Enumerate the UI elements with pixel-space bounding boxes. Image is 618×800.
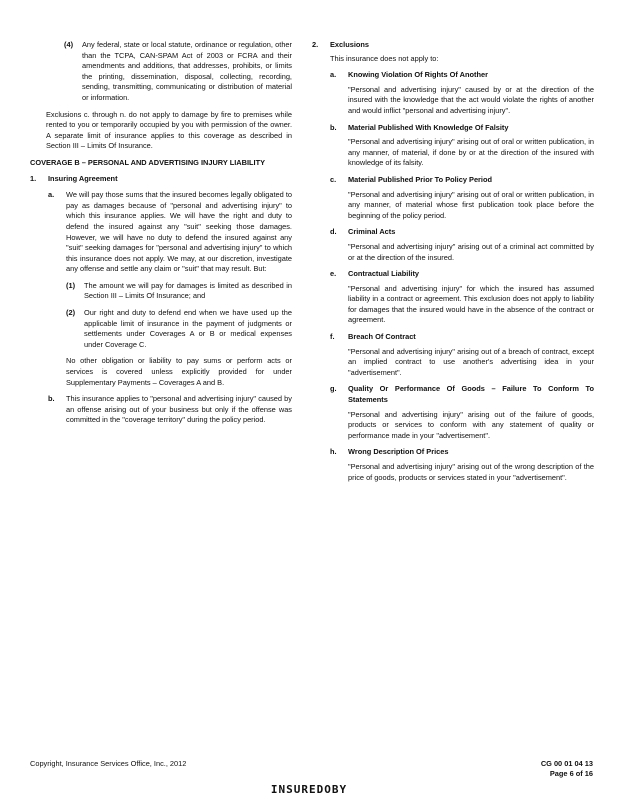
item-1a-text: We will pay those sums that the insured becomes legally obligated to pay as damages because of "personal and advertising injury" to which this insurance applies. We will have the right and duty to defend the insured against any "suit" seeking those damages. However, we will have no duty to defend the insured against any "suit" seeking damages for "personal and advertising injury" to which this insurance does not apply. We may, at our discretion, investigate any offense and settle any claim or "suit" that may result. But: — [66, 190, 292, 274]
exclusion-h — [330, 447, 594, 483]
item-4-text: Any federal, state or local statute, ordinance or regulation, other than the TCPA, CAN-SPAM Act of 2003 or FCRA and their amendments and additions, that addresses, prohibits, or limits the printing, dissemination, disposal, collecting, recording, sending, transmitting, communicating or distribution of material or information. — [82, 40, 292, 102]
exclusion-label: d. — [330, 227, 337, 237]
exclusions-note: Exclusions c. through n. do not apply to damage by fire to premises while rented to you or temporarily occupied by you with permission of the owner. A separate limit of insurance applies to this coverage as described in Section III – Limits Of Insurance. — [46, 109, 292, 151]
exclusion-title: Contractual Liability — [348, 269, 420, 279]
section-2-title: Exclusions — [330, 40, 370, 49]
exclusion-text: "Personal and advertising injury" arising out of a breach of contract, except an implied contract to use another's advertising idea in your "advertisement". — [348, 346, 594, 377]
item-1b-label: b. — [48, 394, 55, 404]
item-1a-1-label: (1) — [66, 280, 76, 290]
exclusion-label: a. — [330, 70, 337, 80]
section-1 — [30, 174, 292, 185]
left-column — [30, 40, 292, 432]
exclusion-label: e. — [330, 269, 337, 279]
item-1b — [48, 394, 292, 426]
exclusion-text: "Personal and advertising injury" arising out of oral or written publication, in any manner, of material whose first publication took place before the beginning of the policy period. — [348, 189, 594, 220]
exclusion-c — [330, 175, 594, 221]
item-1a-label: a. — [48, 190, 55, 200]
section-1-title: Insuring Agreement — [48, 173, 118, 183]
page-number: Page 6 of 16 — [549, 769, 593, 778]
item-4-label: (4) — [64, 40, 74, 49]
exclusion-text: "Personal and advertising injury" arising out of the failure of goods, products or services to conform with any statement of quality or performance made in your "advertisement". — [348, 409, 594, 440]
exclusion-title: Knowing Violation Of Rights Of Another — [348, 70, 488, 80]
item-1a-2 — [66, 308, 292, 350]
brand-logo: INSUREDOBY — [270, 783, 348, 796]
exclusion-a — [330, 70, 594, 116]
exclusion-title: Wrong Description Of Prices — [348, 447, 449, 457]
item-1a-tail: No other obligation or liability to pay sums or perform acts or services is covered unless explicitly provided for under Supplementary Payments – Coverages A and B. — [66, 356, 292, 387]
item-1a-1 — [66, 281, 292, 302]
copyright: Copyright, Insurance Services Office, Inc., 2012 — [30, 759, 187, 768]
exclusion-d — [330, 227, 594, 263]
exclusion-f — [330, 332, 594, 378]
exclusion-title: Material Published Prior To Policy Period — [348, 174, 493, 184]
exclusion-title: Quality Or Performance Of Goods – Failure To Conform To Statements — [348, 384, 594, 405]
section-2 — [312, 40, 594, 64]
exclusion-label: b. — [330, 122, 337, 132]
exclusion-b — [330, 123, 594, 169]
exclusions-list — [312, 70, 594, 483]
exclusion-title: Criminal Acts — [348, 227, 396, 237]
coverage-b-heading: COVERAGE B – PERSONAL AND ADVERTISING INJURY LIABILITY — [30, 157, 266, 167]
exclusion-title: Breach Of Contract — [348, 332, 416, 342]
exclusion-text: "Personal and advertising injury" for which the insured has assumed liability in a contract or agreement. This exclusion does not apply to liability for damages that the insured would have in the absence of the contract or agreement. — [348, 283, 594, 325]
exclusion-title: Material Published With Knowledge Of Falsity — [348, 122, 509, 132]
exclusion-label: h. — [330, 447, 337, 457]
exclusion-e — [330, 269, 594, 326]
exclusion-label: f. — [330, 332, 335, 342]
item-1a-2-text: Our right and duty to defend end when we have used up the applicable limit of insurance in the payment of judgments or settlements under Coverages A or B or medical expenses under Coverage C. — [84, 308, 292, 349]
exclusion-g — [330, 384, 594, 441]
item-4 — [64, 40, 292, 104]
item-1a-1-text: The amount we will pay for damages is limited as described in Section III – Limits Of Insurance; and — [84, 280, 292, 301]
item-1b-text: This insurance applies to "personal and advertising injury" caused by an offense arising out of your business but only if the offense was committed in the "coverage territory" during the policy period. — [66, 394, 292, 425]
right-column — [312, 40, 594, 489]
section-2-intro: This insurance does not apply to: — [330, 53, 439, 63]
exclusion-text: "Personal and advertising injury" arising out of a criminal act committed by or at the direction of the insured. — [348, 241, 594, 262]
exclusion-label: g. — [330, 384, 337, 394]
exclusion-text: "Personal and advertising injury" arising out of oral or written publication, in any manner, of material, if done by or at the direction of the insured with knowledge of its falsity. — [348, 137, 594, 168]
section-2-label: 2. — [312, 40, 319, 49]
section-1-label: 1. — [30, 173, 37, 183]
exclusion-label: c. — [330, 174, 337, 184]
item-1a — [48, 190, 292, 388]
exclusion-text: "Personal and advertising injury" caused by or at the direction of the insured with the knowledge that the act would violate the rights of another and would inflict "personal and advertising injury". — [348, 84, 594, 115]
form-number: CG 00 01 04 13 — [540, 759, 593, 768]
exclusion-text: "Personal and advertising injury" arising out of the wrong description of the price of goods, products or services stated in your "advertisement". — [348, 462, 594, 482]
item-1a-2-label: (2) — [66, 308, 76, 318]
